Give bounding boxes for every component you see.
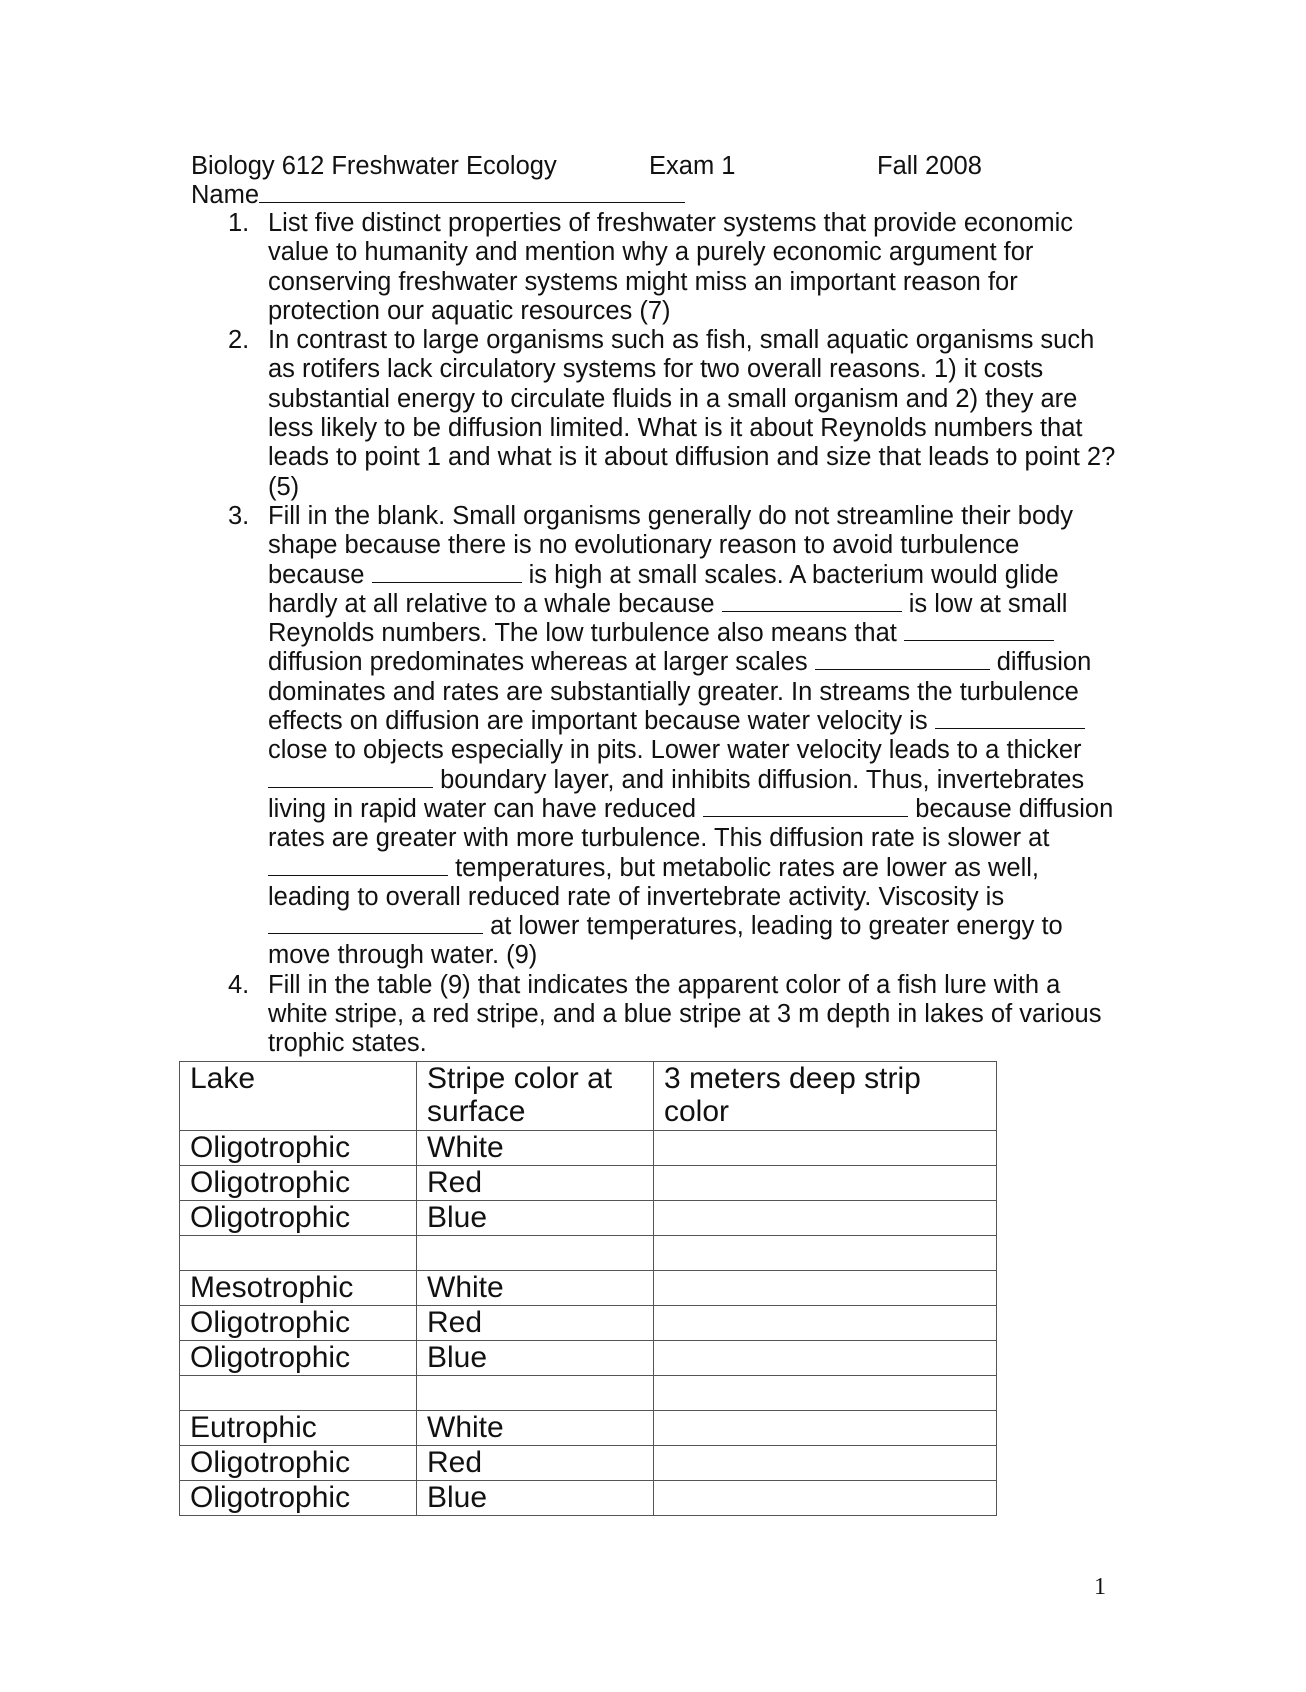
deep-color-cell[interactable]	[654, 1481, 997, 1516]
question-text-part: close to objects especially in pits. Lower water velocity leads to a thicker	[268, 736, 1082, 765]
name-label: Name	[191, 181, 260, 209]
table-header-lake: Lake	[180, 1062, 417, 1131]
surface-color-cell: White	[417, 1271, 654, 1306]
table-row	[180, 1271, 997, 1306]
deep-color-cell[interactable]	[654, 1306, 997, 1341]
question-2	[228, 326, 1118, 502]
surface-color-cell: White	[417, 1411, 654, 1446]
answer-blank[interactable]	[815, 649, 990, 670]
question-text-part: diffusion predominates whereas at larger scales	[268, 648, 815, 677]
question-1	[228, 209, 1118, 326]
question-text-part: diffusion dominates and rates are substantially greater. In streams the turbulence effects on diffusion are important because water velocity is	[268, 648, 1092, 736]
table-row	[180, 1131, 997, 1166]
deep-color-cell[interactable]	[654, 1341, 997, 1376]
deep-color-cell[interactable]	[654, 1411, 997, 1446]
table-row	[180, 1201, 997, 1236]
question-text-part: temperatures, but metabolic rates are lower as well, leading to overall reduced rate of invertebrate activity. Viscosity is	[268, 853, 1040, 911]
lake-cell: Mesotrophic	[180, 1271, 417, 1306]
question-number: 1.	[228, 209, 250, 237]
deep-color-cell[interactable]	[654, 1166, 997, 1201]
answer-blank[interactable]	[703, 796, 908, 817]
answer-blank[interactable]	[268, 767, 433, 788]
lake-cell: Oligotrophic	[180, 1481, 417, 1516]
table-row	[180, 1446, 997, 1481]
surface-color-cell: White	[417, 1131, 654, 1166]
deep-color-cell[interactable]	[654, 1271, 997, 1306]
table-header-deep-color: 3 meters deep strip color	[654, 1062, 997, 1131]
answer-blank[interactable]	[904, 620, 1054, 641]
lake-cell	[180, 1236, 417, 1271]
surface-color-cell: Red	[417, 1306, 654, 1341]
table-header-surface-color: Stripe color at surface	[417, 1062, 654, 1131]
lake-cell: Oligotrophic	[180, 1446, 417, 1481]
question-text-part: boundary layer, and inhibits diffusion. Thus, invertebrates living in rapid water can have reduced	[268, 765, 1085, 823]
surface-color-cell	[417, 1376, 654, 1411]
question-text: In contrast to large organisms such as fish, small aquatic organisms such as rotifers lack circulatory systems for two overall reasons. 1) it costs substantial energy to circulate fluids in a small organism and 2) they are less likely to be diffusion limited. What is it about Reynolds numbers that leads to point 1 and what is it about diffusion and size that leads to point 2? (5)	[268, 326, 1116, 501]
table-row	[180, 1306, 997, 1341]
question-text: List five distinct properties of freshwater systems that provide economic value to humanity and mention why a purely economic argument for conserving freshwater systems might miss an important reason for protection our aquatic resources (7)	[268, 209, 1074, 325]
question-text-part: is low at small Reynolds numbers. The low turbulence also means that	[268, 589, 1068, 648]
question-4	[228, 971, 1118, 1059]
question-text: Fill in the table (9) that indicates the apparent color of a fish lure with a white stripe, a red stripe, and a blue stripe at 3 m depth in lakes of various trophic states.	[268, 970, 1102, 1058]
exam-title: Exam 1	[649, 152, 736, 180]
table-row	[180, 1411, 997, 1446]
deep-color-cell[interactable]	[654, 1131, 997, 1166]
answer-blank[interactable]	[722, 591, 902, 612]
table-row	[180, 1376, 997, 1411]
question-number: 4.	[228, 970, 250, 999]
lake-cell: Oligotrophic	[180, 1306, 417, 1341]
lake-cell: Oligotrophic	[180, 1201, 417, 1236]
deep-color-cell[interactable]	[654, 1201, 997, 1236]
lake-cell: Eutrophic	[180, 1411, 417, 1446]
surface-color-cell: Red	[417, 1446, 654, 1481]
question-text-part: is high at small scales. A bacterium would glide hardly at all relative to a whale because	[268, 560, 1059, 618]
lake-cell: Oligotrophic	[180, 1341, 417, 1376]
question-list	[228, 209, 1118, 1059]
answer-blank[interactable]	[268, 855, 448, 876]
name-field	[191, 180, 685, 210]
course-title: Biology 612 Freshwater Ecology	[191, 152, 557, 180]
table-row	[180, 1166, 997, 1201]
surface-color-cell	[417, 1236, 654, 1271]
question-number: 2.	[228, 326, 250, 355]
name-blank[interactable]	[259, 180, 685, 203]
table-row	[180, 1236, 997, 1271]
exam-term: Fall 2008	[877, 152, 982, 180]
question-text-part: Fill in the blank. Small organisms generally do not streamline their body shape because there is no evolutionary reason to avoid turbulence because	[268, 501, 1074, 589]
surface-color-cell: Blue	[417, 1341, 654, 1376]
surface-color-cell: Blue	[417, 1481, 654, 1516]
question-number: 3.	[228, 501, 250, 530]
question-text-part: because diffusion rates are greater with more turbulence. This diffusion rate is slower at	[268, 794, 1114, 853]
answer-blank[interactable]	[268, 913, 483, 934]
answer-blank[interactable]	[935, 708, 1085, 729]
table-row	[180, 1481, 997, 1516]
question-text-part: at lower temperatures, leading to greater energy to move through water. (9)	[268, 912, 1063, 970]
deep-color-cell[interactable]	[654, 1446, 997, 1481]
deep-color-cell[interactable]	[654, 1376, 997, 1411]
table-row	[180, 1341, 997, 1376]
lake-cell	[180, 1376, 417, 1411]
surface-color-cell: Blue	[417, 1201, 654, 1236]
surface-color-cell: Red	[417, 1166, 654, 1201]
question-text	[268, 502, 1118, 971]
page-number: 1	[1094, 1574, 1106, 1600]
lake-cell: Oligotrophic	[180, 1131, 417, 1166]
answer-blank[interactable]	[372, 562, 522, 583]
table-header-row	[180, 1062, 997, 1131]
deep-color-cell[interactable]	[654, 1236, 997, 1271]
lure-color-table	[179, 1061, 997, 1516]
question-3	[228, 502, 1118, 971]
lake-cell: Oligotrophic	[180, 1166, 417, 1201]
